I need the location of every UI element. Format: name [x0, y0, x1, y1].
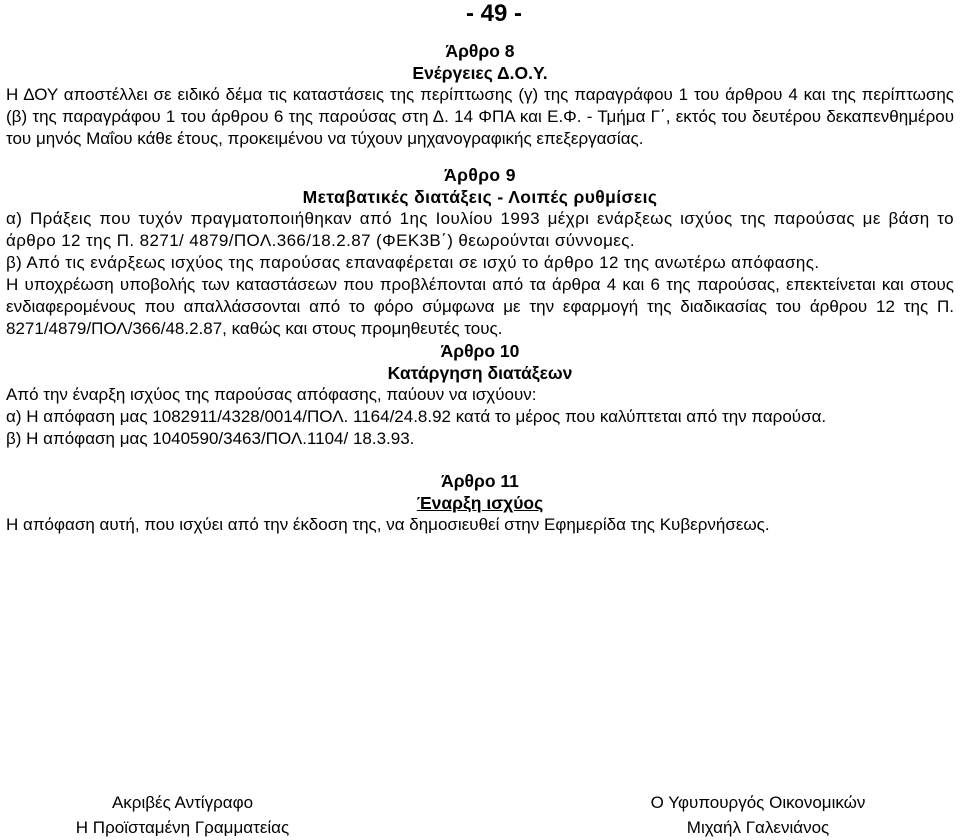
article-9-subtitle: Μεταβατικές διατάξεις - Λοιπές ρυθμίσεις — [302, 187, 658, 207]
article-8-subtitle: Ενέργειες Δ.Ο.Υ. — [412, 63, 548, 83]
article-9-title: Άρθρο 9 — [444, 165, 516, 185]
article-10-paragraph-b: β) Η απόφαση μας 1040590/3463/ΠΟΛ.1104/ 18.3.93. — [6, 429, 415, 448]
article-10-subtitle: Κατάργηση διατάξεων — [387, 363, 573, 383]
signature-left-line-1: Ακριβές Αντίγραφο — [111, 793, 254, 812]
article-11-title: Άρθρο 11 — [441, 471, 519, 491]
article-11 — [6, 470, 954, 536]
signature-right-line-2: Μιχαήλ Γαλενιάνος — [686, 818, 830, 837]
page-number: - 49 - — [465, 0, 522, 27]
signature-right — [598, 790, 918, 840]
signature-right-line-1: Ο Υφυπουργός Οικονομικών — [650, 793, 866, 812]
article-8-paragraph: Η ΔΟΥ αποστέλλει σε ειδικό δέμα τις καταστάσεις της περίπτωσης (γ) της παραγράφου 1 του άρθρου 4 και της περίπτωσης (β) της παραγράφου 1 του άρθρου 6 της παρούσας στη Δ. 14 ΦΠΑ και Ε.Φ. - Τμήμα Γ΄, εκτός του δευτέρου δεκαπενθημέρου του μηνός Μαΐου κάθε έτους, προκειμένου να τύχουν μηχανογραφικής επεξεργασίας. — [6, 85, 954, 148]
article-8-title: Άρθρο 8 — [445, 41, 515, 61]
article-10 — [6, 340, 954, 450]
article-9-paragraph-c: Η υποχρέωση υποβολής των καταστάσεων που προβλέπονται από τα άρθρα 4 και 6 της παρούσας, επεκτείνεται και στους ενδιαφερομένους που απαλλάσσονται από το φόρο σύμφωνα με την εφαρμογή της διαδικασίας του άρθρου 12 της Π. 8271/4879/ΠΟΛ/366/48.2.87, καθώς και στους προμηθευτές τους. — [6, 275, 954, 338]
article-9-paragraph-b: β) Από τις ενάρξεως ισχύος της παρούσας επαναφέρεται σε ισχύ το άρθρο 12 της ανωτέρω απόφασης. — [6, 253, 820, 272]
article-9-paragraph-a: α) Πράξεις που τυχόν πραγματοποιήθηκαν από 1ης Ιουλίου 1993 μέχρι ενάρξεως ισχύος της παρούσας με βάση το άρθρο 12 της Π. 8271/ 4879/ΠΟΛ.366/18.2.87 (ΦΕΚ3Β΄) θεωρούνται σύννομες. — [6, 209, 954, 250]
signature-left — [30, 790, 335, 840]
article-10-intro: Από την έναρξη ισχύος της παρούσας απόφασης, παύουν να ισχύουν: — [6, 385, 537, 404]
article-8 — [6, 40, 954, 150]
article-11-paragraph: Η απόφαση αυτή, που ισχύει από την έκδοση της, να δημοσιευθεί στην Εφημερίδα της Κυβερνήσεως. — [6, 515, 770, 534]
article-10-title: Άρθρο 10 — [440, 341, 520, 361]
article-9 — [6, 164, 954, 340]
signature-left-line-2: Η Προϊσταμένη Γραμματείας — [75, 818, 290, 837]
article-11-subtitle: Έναρξη ισχύος — [416, 493, 544, 513]
article-10-paragraph-a: α) Η απόφαση μας 1082911/4328/0014/ΠΟΛ. 1164/24.8.92 κατά το μέρος που καλύπτεται από την παρούσα. — [6, 407, 827, 426]
